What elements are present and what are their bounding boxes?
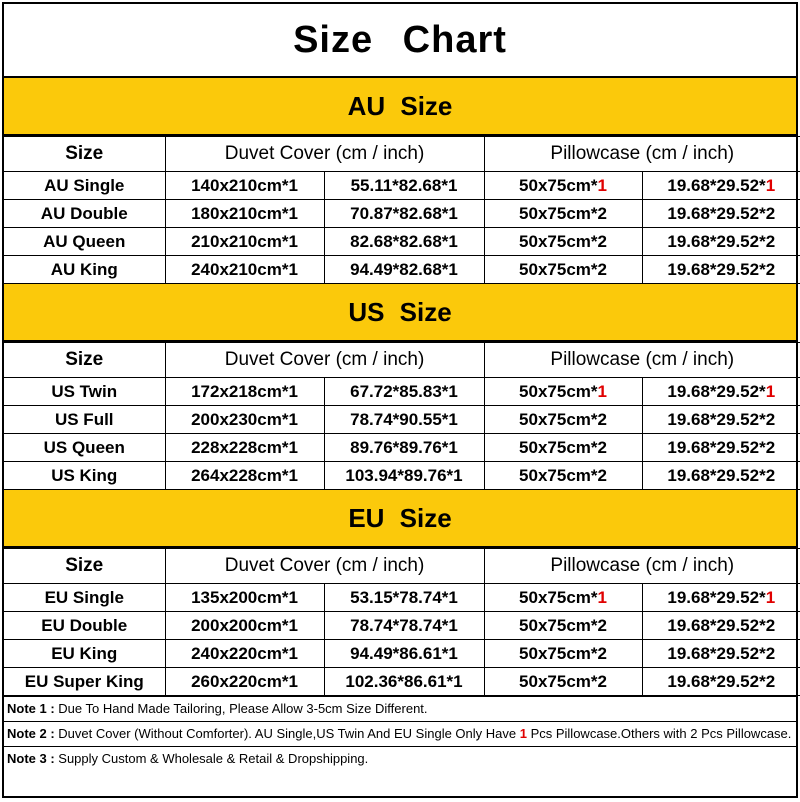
pillow-cm: 50x75cm*1	[484, 378, 642, 406]
table-row	[4, 640, 800, 668]
pillow-inch: 19.68*29.52*2	[642, 668, 800, 696]
duvet-inch: 89.76*89.76*1	[324, 434, 484, 462]
pillow-inch: 19.68*29.52*2	[642, 200, 800, 228]
duvet-cm: 210x210cm*1	[165, 228, 324, 256]
table-row	[4, 378, 800, 406]
pillow-inch: 19.68*29.52*1	[642, 172, 800, 200]
pillow-cm: 50x75cm*2	[484, 434, 642, 462]
note-label: Note 1 :	[7, 701, 55, 716]
note-text: Duvet Cover (Without Comforter). AU Single,US Twin And EU Single Only Have	[54, 726, 520, 741]
pillow-cm: 50x75cm*2	[484, 200, 642, 228]
note-text: Supply Custom & Wholesale & Retail & Dropshipping.	[54, 751, 369, 766]
pillow-cm: 50x75cm*2	[484, 228, 642, 256]
size-name: AU Double	[4, 200, 165, 228]
table-row	[4, 406, 800, 434]
pillow-cm: 50x75cm*2	[484, 256, 642, 284]
table-row	[4, 434, 800, 462]
note-line	[4, 696, 796, 721]
pillow-cm: 50x75cm*2	[484, 406, 642, 434]
duvet-cm: 240x220cm*1	[165, 640, 324, 668]
header-size: Size	[4, 343, 165, 378]
duvet-inch: 94.49*82.68*1	[324, 256, 484, 284]
duvet-inch: 82.68*82.68*1	[324, 228, 484, 256]
pillow-cm: 50x75cm*2	[484, 462, 642, 490]
note-label: Note 3 :	[7, 751, 55, 766]
section-header: AU Size	[4, 78, 796, 136]
size-name: US Full	[4, 406, 165, 434]
note-text: Pcs Pillowcase.Others with 2 Pcs Pillowcase.	[526, 726, 792, 741]
header-pillowcase: Pillowcase (cm / inch)	[484, 137, 800, 172]
duvet-cm: 200x200cm*1	[165, 612, 324, 640]
header-pillowcase: Pillowcase (cm / inch)	[484, 343, 800, 378]
table-row	[4, 668, 800, 696]
notes	[4, 696, 796, 771]
duvet-cm: 264x228cm*1	[165, 462, 324, 490]
note-line	[4, 721, 796, 746]
pillow-cm: 50x75cm*2	[484, 640, 642, 668]
duvet-inch: 70.87*82.68*1	[324, 200, 484, 228]
size-name: US Queen	[4, 434, 165, 462]
table-row	[4, 462, 800, 490]
table-row	[4, 172, 800, 200]
size-name: AU Queen	[4, 228, 165, 256]
duvet-inch: 53.15*78.74*1	[324, 584, 484, 612]
note-text: Due To Hand Made Tailoring, Please Allow 3-5cm Size Different.	[54, 701, 428, 716]
duvet-cm: 172x218cm*1	[165, 378, 324, 406]
pillow-inch: 19.68*29.52*2	[642, 434, 800, 462]
size-table	[4, 548, 800, 696]
pillow-inch: 19.68*29.52*1	[642, 584, 800, 612]
duvet-inch: 55.11*82.68*1	[324, 172, 484, 200]
duvet-cm: 260x220cm*1	[165, 668, 324, 696]
size-table	[4, 342, 800, 490]
section-header: EU Size	[4, 490, 796, 548]
size-name: EU King	[4, 640, 165, 668]
header-duvet: Duvet Cover (cm / inch)	[165, 137, 484, 172]
duvet-cm: 228x228cm*1	[165, 434, 324, 462]
header-duvet: Duvet Cover (cm / inch)	[165, 549, 484, 584]
header-size: Size	[4, 137, 165, 172]
table-row	[4, 200, 800, 228]
size-name: EU Double	[4, 612, 165, 640]
duvet-inch: 94.49*86.61*1	[324, 640, 484, 668]
duvet-inch: 67.72*85.83*1	[324, 378, 484, 406]
size-name: EU Single	[4, 584, 165, 612]
pillow-cm: 50x75cm*1	[484, 584, 642, 612]
header-size: Size	[4, 549, 165, 584]
size-name: EU Super King	[4, 668, 165, 696]
pillow-cm: 50x75cm*2	[484, 612, 642, 640]
title-text: Size Chart	[293, 18, 507, 61]
duvet-inch: 102.36*86.61*1	[324, 668, 484, 696]
duvet-cm: 140x210cm*1	[165, 172, 324, 200]
table-row	[4, 584, 800, 612]
size-name: AU Single	[4, 172, 165, 200]
pillow-cm: 50x75cm*2	[484, 668, 642, 696]
size-name: US Twin	[4, 378, 165, 406]
note-line	[4, 746, 796, 771]
pillow-inch: 19.68*29.52*1	[642, 378, 800, 406]
note-highlight: 1	[519, 726, 527, 741]
page-title	[4, 4, 796, 78]
note-label: Note 2 :	[7, 726, 55, 741]
duvet-inch: 78.74*90.55*1	[324, 406, 484, 434]
table-row	[4, 612, 800, 640]
size-table	[4, 136, 800, 284]
duvet-inch: 78.74*78.74*1	[324, 612, 484, 640]
size-name: AU King	[4, 256, 165, 284]
section-header: US Size	[4, 284, 796, 342]
table-row	[4, 256, 800, 284]
header-pillowcase: Pillowcase (cm / inch)	[484, 549, 800, 584]
duvet-cm: 135x200cm*1	[165, 584, 324, 612]
pillow-inch: 19.68*29.52*2	[642, 462, 800, 490]
duvet-inch: 103.94*89.76*1	[324, 462, 484, 490]
pillow-inch: 19.68*29.52*2	[642, 640, 800, 668]
pillow-inch: 19.68*29.52*2	[642, 228, 800, 256]
pillow-inch: 19.68*29.52*2	[642, 612, 800, 640]
size-name: US King	[4, 462, 165, 490]
duvet-cm: 180x210cm*1	[165, 200, 324, 228]
sections-container	[4, 78, 796, 696]
size-chart	[2, 2, 798, 798]
duvet-cm: 200x230cm*1	[165, 406, 324, 434]
pillow-inch: 19.68*29.52*2	[642, 256, 800, 284]
header-duvet: Duvet Cover (cm / inch)	[165, 343, 484, 378]
pillow-cm: 50x75cm*1	[484, 172, 642, 200]
duvet-cm: 240x210cm*1	[165, 256, 324, 284]
table-row	[4, 228, 800, 256]
pillow-inch: 19.68*29.52*2	[642, 406, 800, 434]
